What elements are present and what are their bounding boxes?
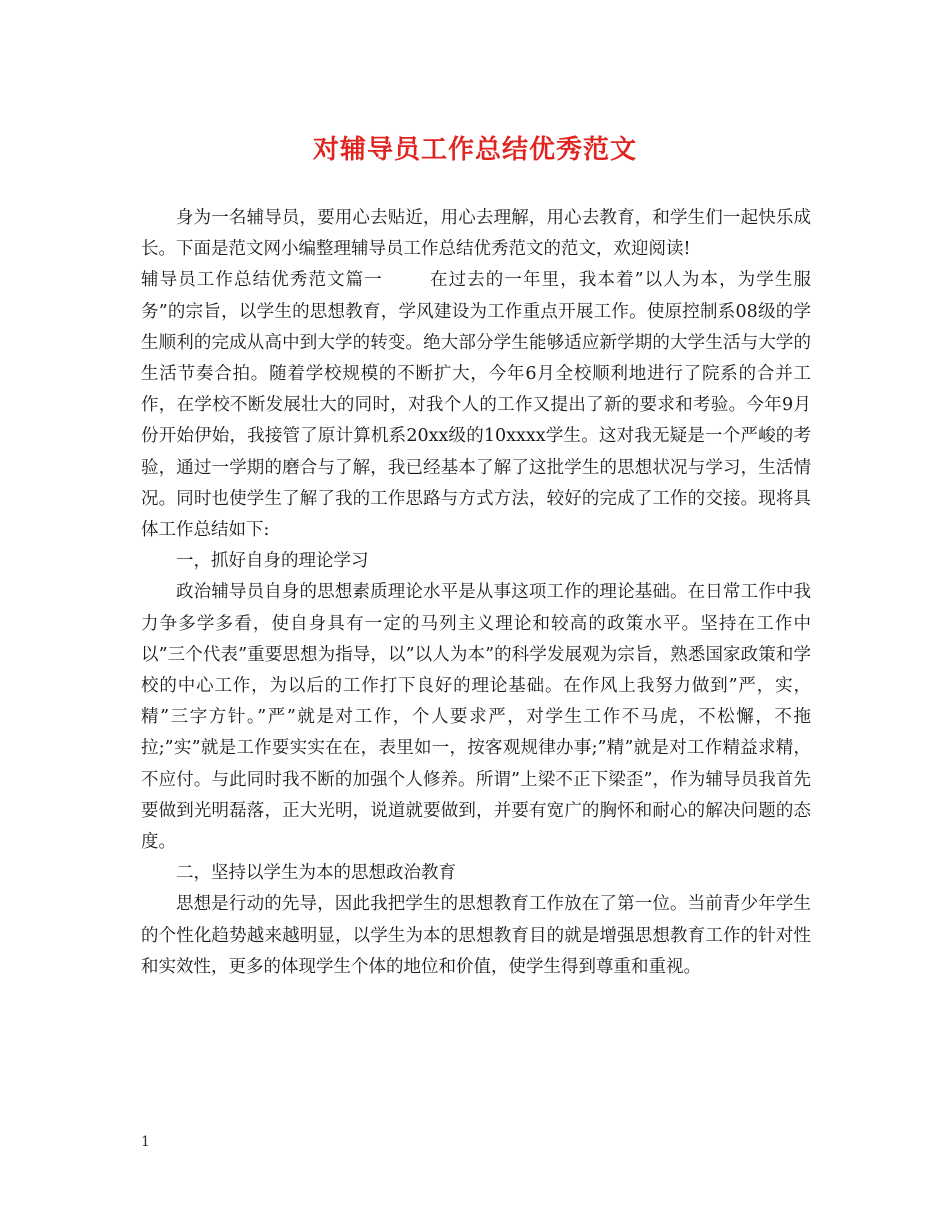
intro-paragraph: 身为一名辅导员，要用心去贴近，用心去理解，用心去教育，和学生们一起快乐成长。下面是范文网小编整理辅导员工作总结优秀范文的范文，欢迎阅读!	[141, 208, 811, 260]
document-body	[141, 203, 811, 983]
section-body: 在过去的一年里，我本着”以人为本，为学生服务”的宗旨，以学生的思想教育，学风建设为工作重点开展工作。使原控制系08级的学生顺利的完成从高中到大学的转变。绝大部分学生能够适应新学期的大学生活与大学的生活节奏合拍。随着学校规模的不断扩大，今年6月全校顺利地进行了院系的合并工作，在学校不断发展壮大的同时，对我个人的工作又提出了新的要求和考验。今年9月份开始伊始，我接管了原计算机系20xx级的10xxxx学生。这对我无疑是一个严峻的考验，通过一学期的磨合与了解，我已经基本了解了这批学生的思想状况与学习，生活情况。同时也使学生了解了我的工作思路与方式方法，较好的完成了工作的交接。现将具体工作总结如下:	[141, 270, 811, 541]
heading-two: 二，坚持以学生为本的思想政治教育	[176, 863, 456, 884]
section-paragraph	[141, 265, 811, 546]
section-label: 辅导员工作总结优秀范文篇一	[141, 270, 383, 291]
heading-one: 一，抓好自身的理论学习	[176, 551, 369, 572]
page-number: 1	[141, 1134, 150, 1150]
page-title: 对辅导员工作总结优秀范文	[312, 135, 637, 165]
paragraph-two: 思想是行动的先导，因此我把学生的思想教育工作放在了第一位。当前青少年学生的个性化趋势越来越明显，以学生为本的思想教育目的就是增强思想教育工作的针对性和实效性，更多的体现学生个体的地位和价值，使学生得到尊重和重视。	[141, 894, 811, 977]
paragraph-one: 政治辅导员自身的思想素质理论水平是从事这项工作的理论基础。在日常工作中我力争多学多看，使自身具有一定的马列主义理论和较高的政策水平。坚持在工作中以”三个代表”重要思想为指导，以”以人为本”的科学发展观为宗旨，熟悉国家政策和学校的中心工作，为以后的工作打下良好的理论基础。在作风上我努力做到”严，实，精”三字方针。”严”就是对工作，个人要求严，对学生工作不马虎，不松懈，不拖拉;”实”就是工作要实实在在，表里如一，按客观规律办事;”精”就是对工作精益求精，不应付。与此同时我不断的加强个人修养。所谓”上梁不正下梁歪”，作为辅导员我首先要做到光明磊落，正大光明，说道就要做到，并要有宽广的胸怀和耐心的解决问题的态度。	[141, 582, 811, 853]
